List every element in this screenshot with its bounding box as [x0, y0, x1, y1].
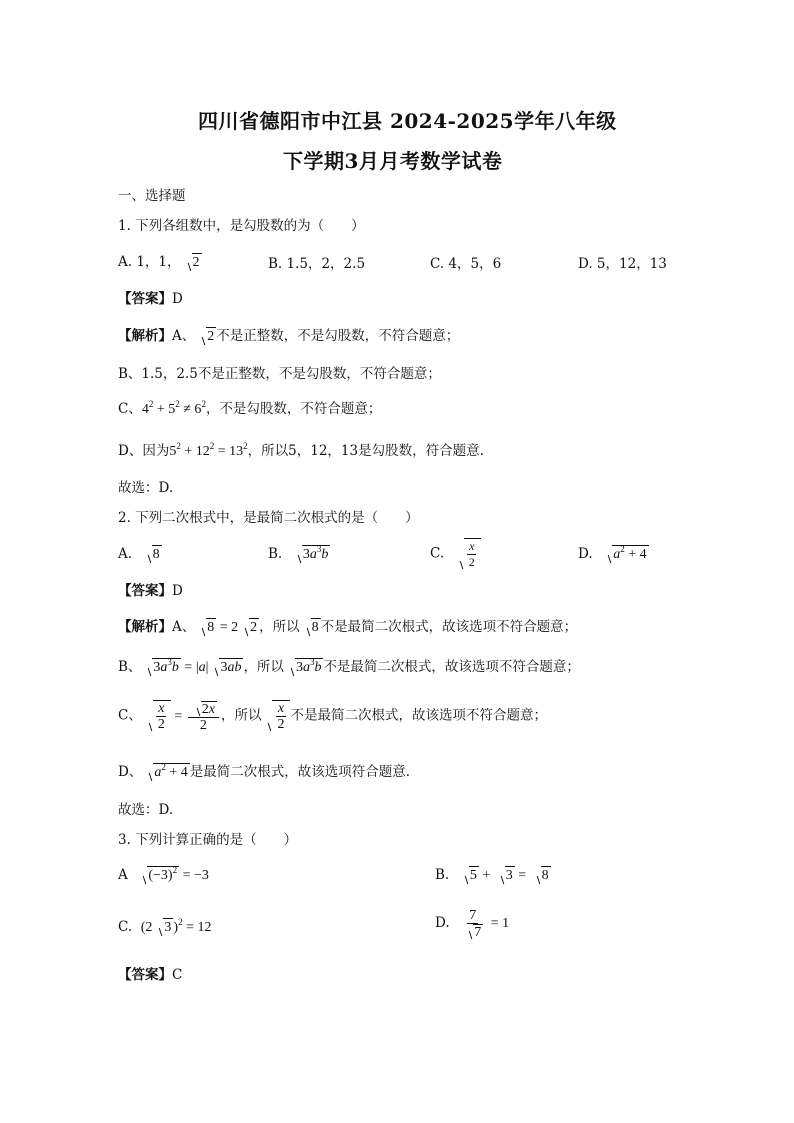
q1-conclusion: 故选：D.	[118, 480, 174, 496]
sqrt-neg3-squared-expression: $(-3)^2 = -3$	[136, 868, 209, 883]
sqrt8-expression: 8	[300, 620, 321, 635]
answer-tag: 【答案】	[118, 291, 172, 307]
line-prefix: C、	[118, 401, 142, 417]
line-prefix: B、	[118, 659, 142, 675]
q2-option-c	[430, 538, 481, 570]
analysis-tag: 【解析】	[118, 619, 172, 635]
pythagorean-inequality: $4^2 + 5^2 \ne 6^2$	[141, 399, 206, 417]
answer-value: C	[172, 967, 183, 983]
option-label: C.	[430, 545, 445, 562]
title-line-2: 下学期3月月考数学试卷	[283, 149, 503, 173]
sqrt8-simplification: 8 = 2 2	[195, 620, 259, 635]
title-line-1: 四川省德阳市中江县 2024-2025学年八年级	[198, 109, 617, 133]
line-prefix: A、	[172, 328, 196, 344]
q3-answer	[118, 966, 182, 984]
sqrt2-expression: 2	[181, 255, 202, 270]
two-sqrt3-squared-expression: (2 3 )$^2$ = 12	[140, 917, 212, 935]
sqrt-x-over-2-simplification: $\frac{x}{2}$ = $\frac{2x}{2}$	[142, 709, 221, 724]
sqrt-3a3b-simplification: $3a^3b = |a|$ 3ab	[141, 660, 243, 675]
sqrt-x-over-2-expression: $\frac{x}{2}$	[261, 709, 290, 724]
line-text: 不是正整数，不是勾股数，不符合题意；	[216, 328, 460, 344]
sqrt-x-over-2-expression: $\frac{x}{2}$	[453, 547, 481, 562]
answer-value: D	[172, 291, 183, 307]
q3-option-c	[118, 918, 211, 937]
q3-option-a	[118, 866, 209, 885]
q1-option-a-label: A. 1，1，	[118, 254, 181, 270]
line-text: ，所以	[259, 619, 300, 635]
option-label: B.	[268, 546, 283, 562]
q3-option-b	[435, 866, 551, 885]
option-label: C.	[118, 919, 133, 935]
q3-option-d	[435, 908, 509, 940]
sqrt-a2-plus-4-expression: $a^2 + 4$	[601, 547, 648, 562]
q1-option-c: C. 4，5，6	[430, 256, 502, 272]
q1-analysis-c	[118, 400, 381, 419]
option-label: D.	[435, 915, 450, 932]
q1-answer	[118, 290, 183, 308]
q3-stem: 3. 下列计算正确的是（ ）	[118, 832, 298, 848]
line-text: 不是最简二次根式，故该选项不符合题意；	[320, 619, 578, 635]
seven-over-sqrt7-expression: $\frac{7}{7}$ = 1	[458, 916, 509, 931]
sqrt5-plus-sqrt3-expression: 5 + 3 = 8	[458, 868, 551, 883]
option-label: B.	[435, 867, 450, 883]
q2-conclusion: 故选：D.	[118, 802, 174, 818]
q1-analysis-a	[118, 327, 459, 346]
q2-option-d	[578, 545, 649, 564]
line-prefix: A、	[172, 619, 196, 635]
q1-option-b: B. 1.5，2，2.5	[268, 256, 366, 272]
line-prefix: D、	[118, 764, 143, 780]
q2-analysis-a	[118, 618, 577, 637]
q1-option-a	[118, 253, 202, 272]
line-text: ，不是勾股数，不符合题意；	[205, 401, 382, 417]
q2-analysis-b	[118, 658, 580, 677]
line-prefix: C、	[118, 707, 142, 724]
analysis-tag: 【解析】	[118, 328, 172, 344]
sqrt-3a3b-expression: $3a^3b$	[284, 660, 324, 675]
q2-answer	[118, 582, 183, 600]
option-label: D.	[578, 546, 593, 562]
line-text: 不是最简二次根式，故该选项不符合题意；	[323, 659, 580, 675]
line-text: ，所以	[220, 707, 262, 724]
line-prefix: D、因为	[118, 443, 170, 459]
q2-analysis-c	[118, 700, 547, 733]
answer-tag: 【答案】	[118, 583, 172, 599]
answer-tag: 【答案】	[118, 967, 172, 983]
q1-option-d: D. 5，12，13	[578, 256, 667, 272]
q1-analysis-d	[118, 442, 484, 461]
section-heading: 一、选择题	[118, 188, 186, 204]
sqrt8-expression: 8	[141, 547, 162, 562]
line-text: 不是最简二次根式，故该选项不符合题意；	[290, 707, 547, 724]
q2-stem: 2. 下列二次根式中，是最简二次根式的是（ ）	[118, 510, 419, 526]
sqrt-a2-plus-4-expression: $a^2 + 4$	[142, 765, 189, 780]
sqrt2-expression: 2	[195, 329, 216, 344]
q2-analysis-d	[118, 763, 410, 782]
line-text: 是最简二次根式，故该选项符合题意.	[189, 764, 411, 780]
q2-option-b	[268, 545, 330, 564]
q2-option-a	[118, 545, 162, 564]
answer-value: D	[172, 583, 183, 599]
option-label: A.	[118, 546, 133, 562]
option-label: A	[118, 867, 128, 883]
q1-analysis-b: B、1.5，2.5不是正整数，不是勾股数，不符合题意；	[118, 366, 441, 382]
sqrt-3a3b-expression: $3a^3b$	[291, 547, 331, 562]
pythagorean-equation: $5^2 + 12^2 = 13^2$	[169, 441, 248, 459]
line-text: ，所以	[243, 659, 284, 675]
line-text: ，所以5，12，13是勾股数，符合题意.	[247, 443, 484, 459]
q1-stem: 1. 下列各组数中，是勾股数的为（ ）	[118, 218, 365, 234]
